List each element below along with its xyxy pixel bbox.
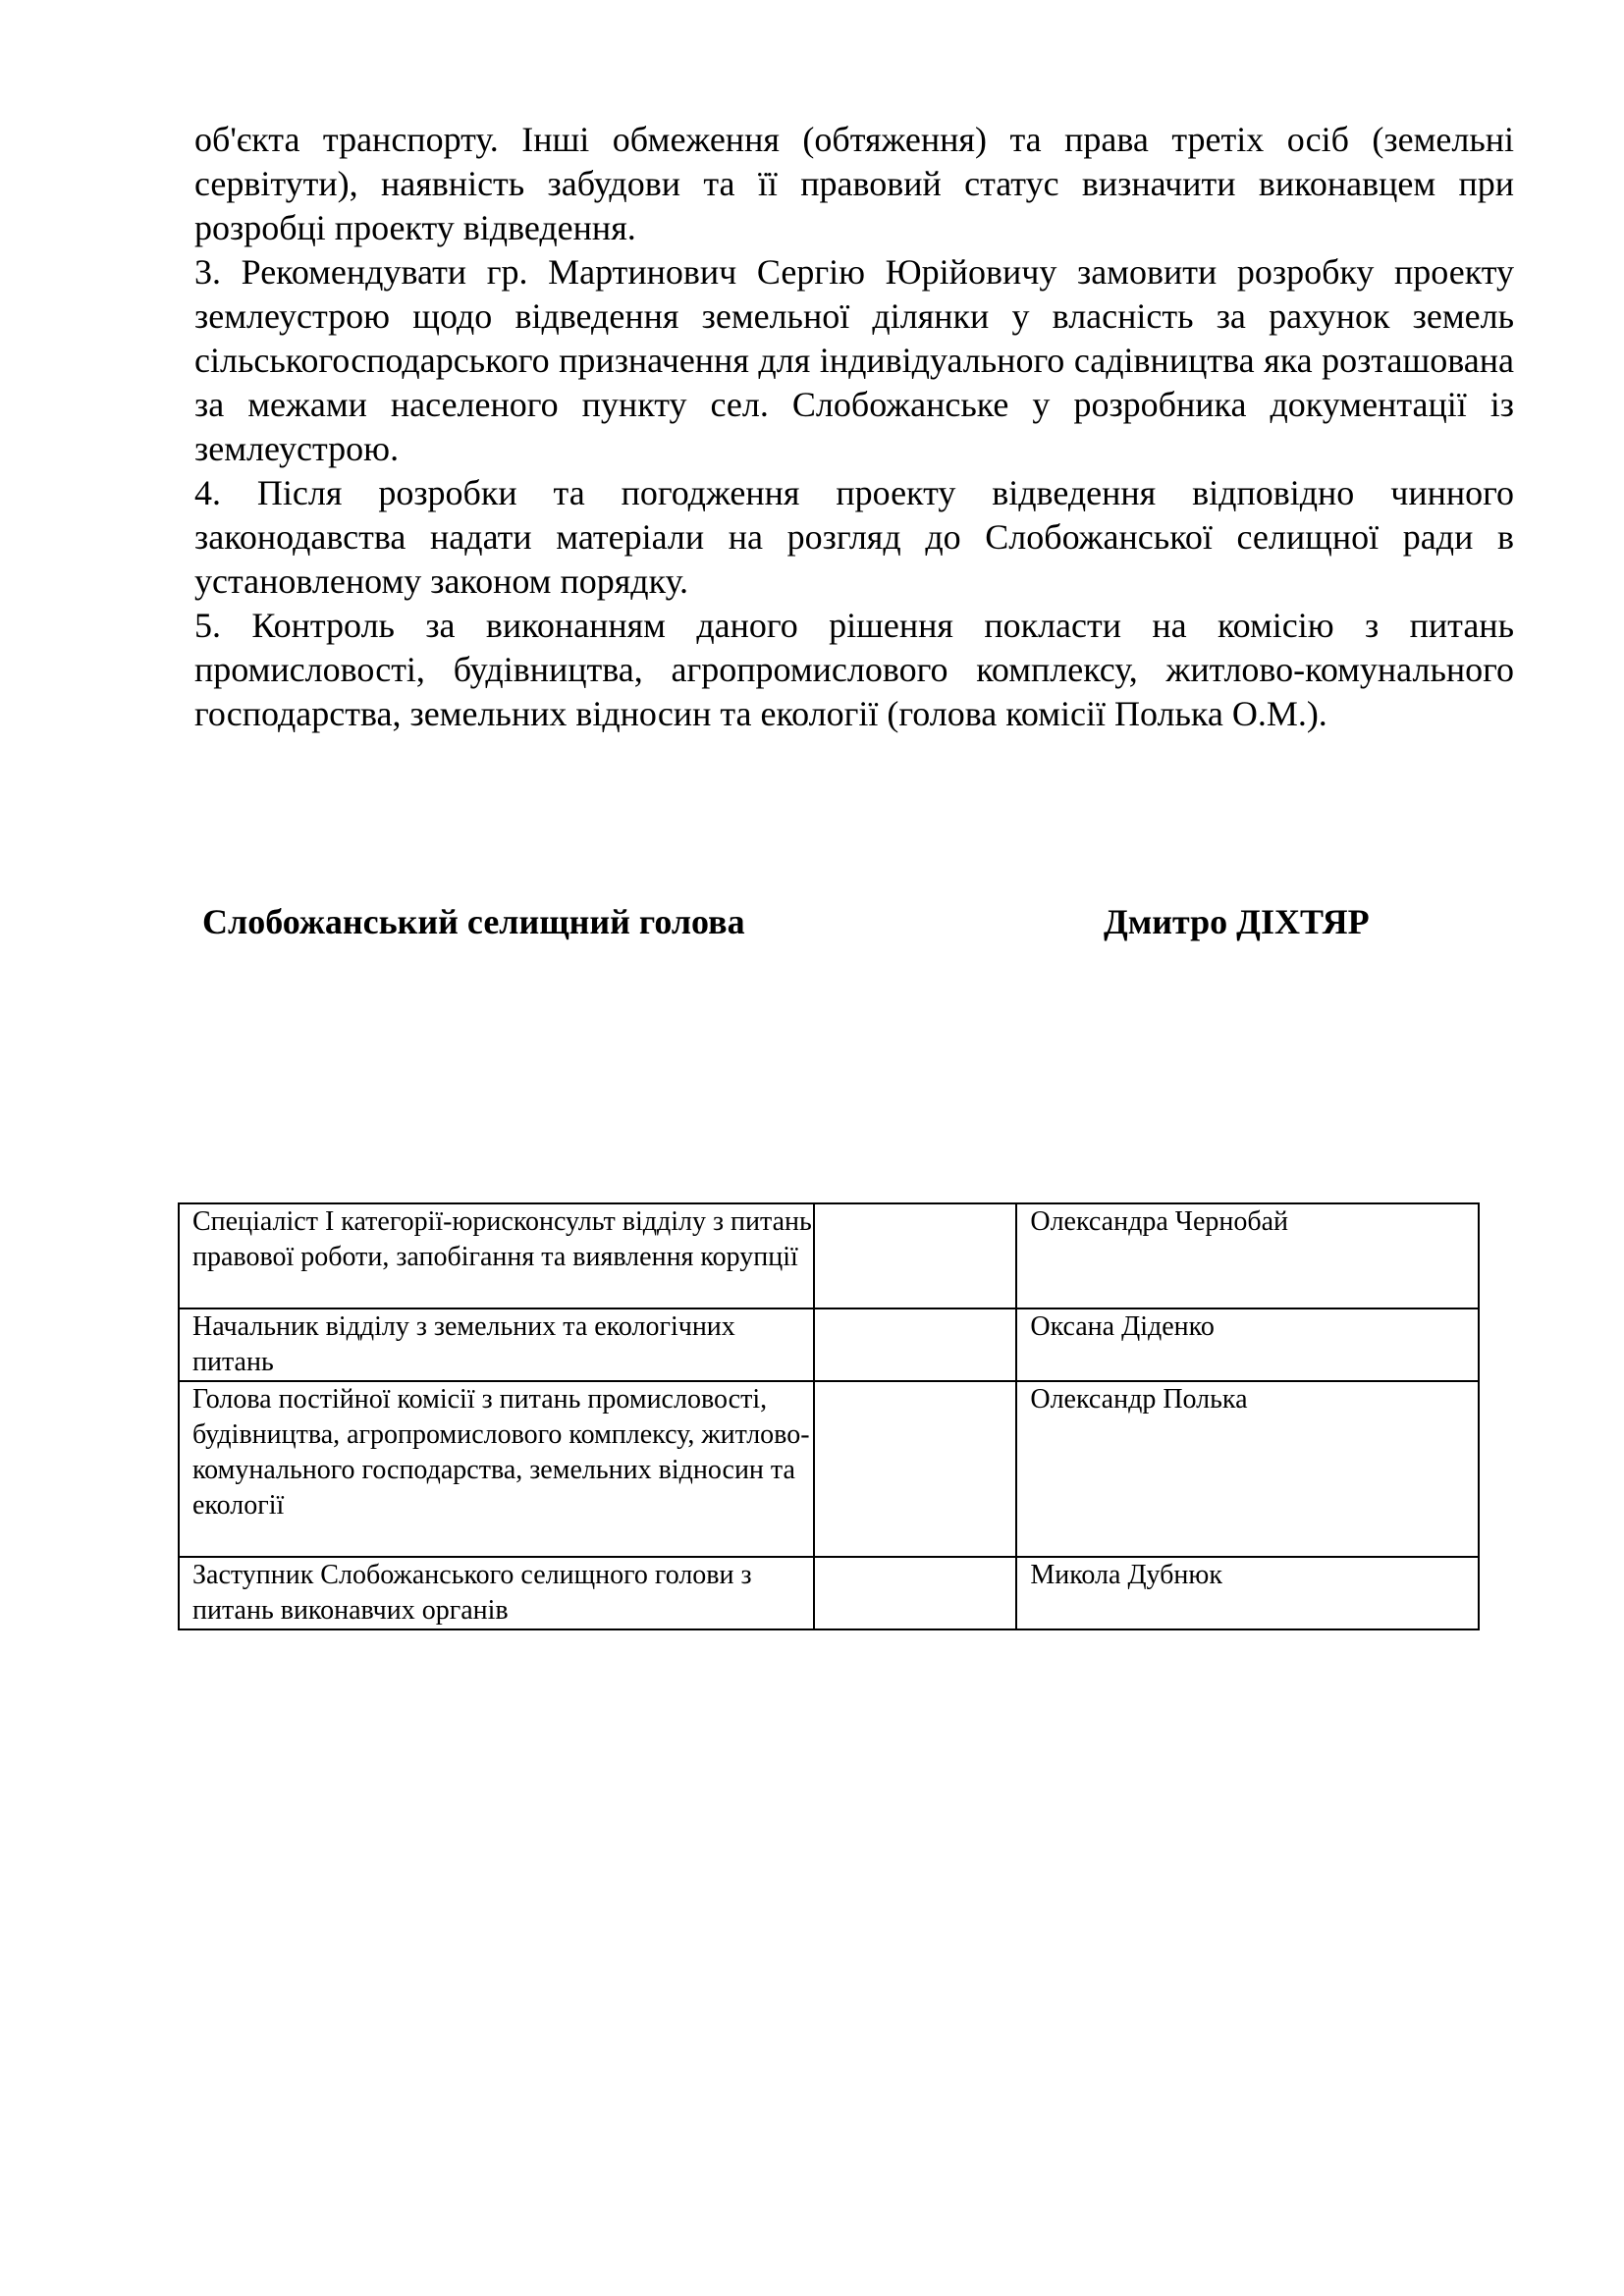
signatory-name: Дмитро ДІХТЯР bbox=[1104, 902, 1370, 941]
approver-signature-cell bbox=[814, 1381, 1016, 1557]
table-row bbox=[179, 1308, 1479, 1381]
approver-position: Голова постійної комісії з питань промисловості, будівництва, агропромислового комплексу, житлово-комунального господарства, земельних відносин та екології bbox=[179, 1381, 814, 1557]
approver-name: Олександр Полька bbox=[1016, 1381, 1479, 1557]
paragraph-item-3: 3. Рекомендувати гр. Мартинович Сергію Юрійовичу замовити розробку проекту землеустрою щодо відведення земельної ділянки у власність за рахунок земель сільськогосподарського призначення для індивідуального садівництва яка розташована за межами населеного пункту сел. Слобожанське у розробника документації із землеустрою. bbox=[194, 252, 1514, 468]
table-row bbox=[179, 1381, 1479, 1557]
approver-signature-cell bbox=[814, 1308, 1016, 1381]
approver-name: Оксана Діденко bbox=[1016, 1308, 1479, 1381]
paragraph-continuation: об'єкта транспорту. Інші обмеження (обтяження) та права третіх осіб (земельні сервітути), наявність забудови та її правовий статус визначити виконавцем при розробці проекту відведення. bbox=[194, 120, 1514, 247]
approvals-table bbox=[178, 1202, 1480, 1630]
approver-name: Олександра Чернобай bbox=[1016, 1203, 1479, 1308]
signatory-title: Слобожанський селищний голова bbox=[202, 902, 745, 941]
signature-block bbox=[202, 897, 1410, 946]
paragraph-item-5: 5. Контроль за виконанням даного рішення покласти на комісію з питань промисловості, будівництва, агропромислового комплексу, житлово-комунального господарства, земельних відносин та екології (голова комісії Полька О.М.). bbox=[194, 606, 1514, 733]
table-row bbox=[179, 1203, 1479, 1308]
approver-position: Начальник відділу з земельних та екологічних питань bbox=[179, 1308, 814, 1381]
table-row bbox=[179, 1557, 1479, 1629]
document-body bbox=[194, 118, 1514, 736]
approver-name: Микола Дубнюк bbox=[1016, 1557, 1479, 1629]
approver-position: Спеціаліст І категорії-юрисконсульт відділу з питань правової роботи, запобігання та виявлення корупції bbox=[179, 1203, 814, 1308]
approver-position: Заступник Слобожанського селищного голови з питань виконавчих органів bbox=[179, 1557, 814, 1629]
paragraph-item-4: 4. Після розробки та погодження проекту відведення відповідно чинного законодавства надати матеріали на розгляд до Слобожанської селищної ради в установленому законом порядку. bbox=[194, 473, 1514, 601]
approver-signature-cell bbox=[814, 1557, 1016, 1629]
approver-signature-cell bbox=[814, 1203, 1016, 1308]
